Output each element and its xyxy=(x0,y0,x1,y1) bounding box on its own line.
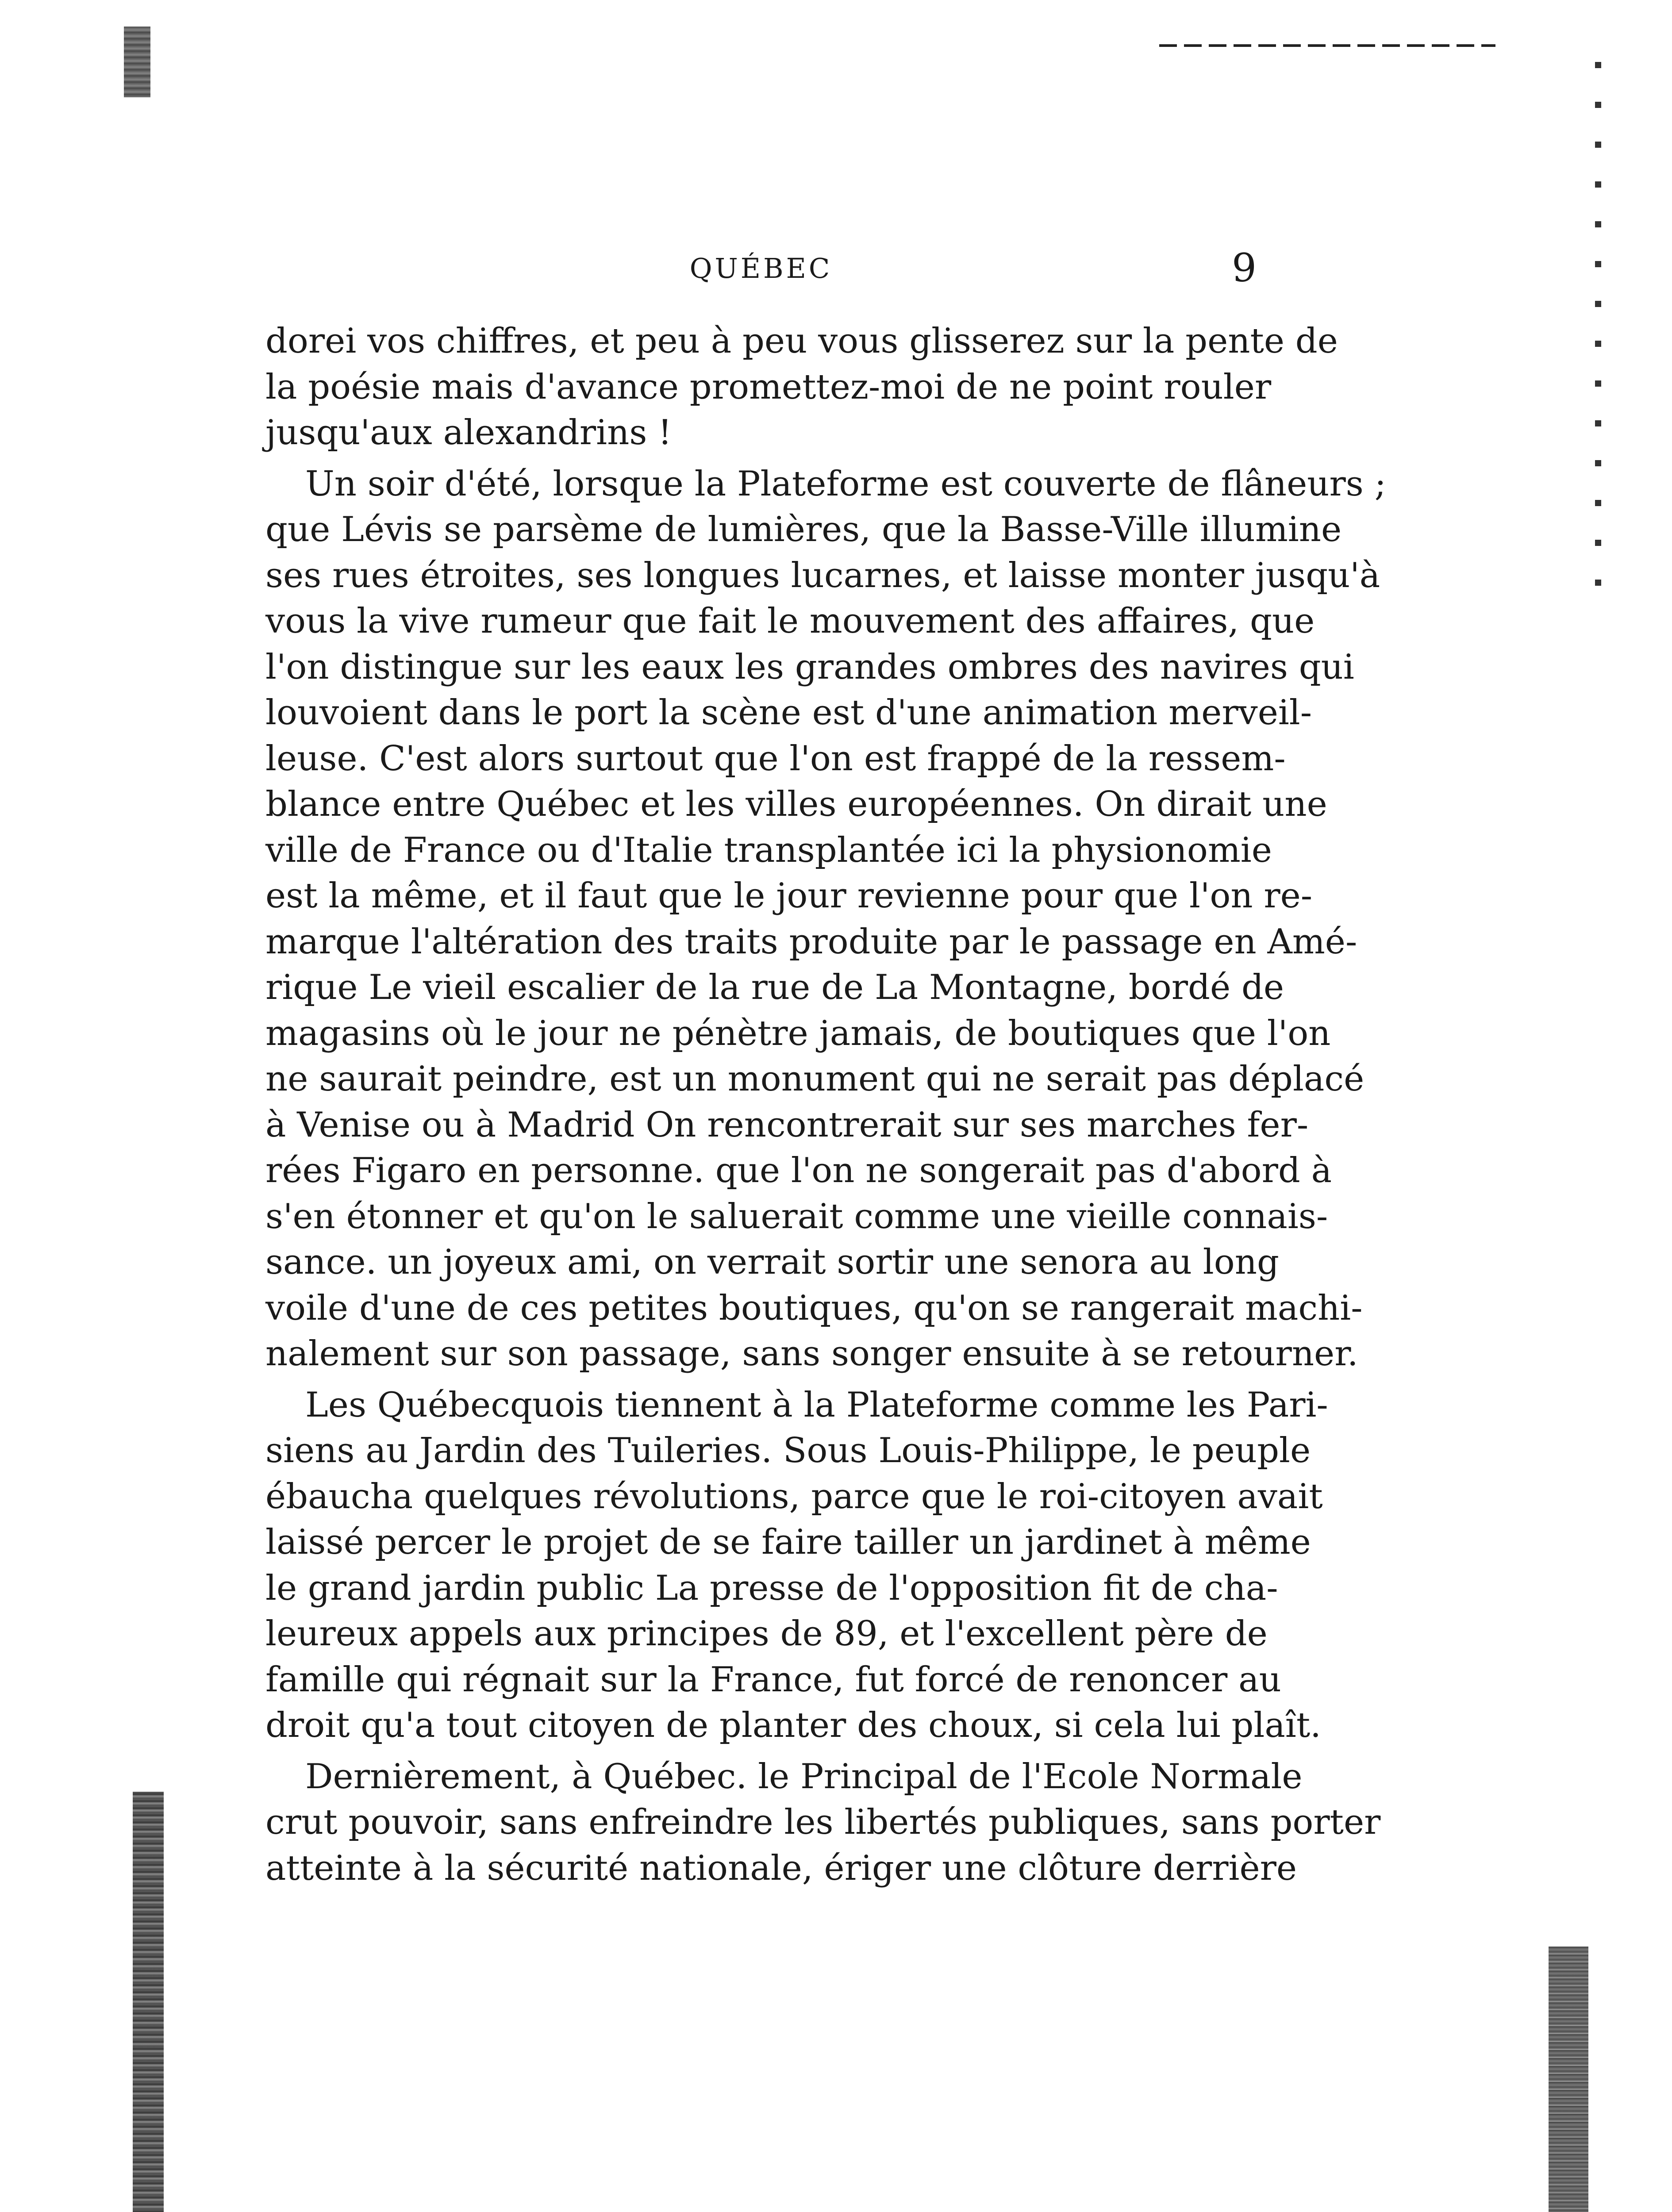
text-line: blance entre Québec et les villes européennes. On dirait une xyxy=(265,784,1327,824)
text-line: jusqu'aux alexandrins ! xyxy=(265,413,672,453)
text-line: ville de France ou d'Italie transplantée ici la physionomie xyxy=(265,830,1272,870)
text-line: atteinte à la sécurité nationale, ériger une clôture derrière xyxy=(265,1848,1297,1888)
text-line: nalement sur son passage, sans songer ensuite à se retourner. xyxy=(265,1334,1358,1374)
text-line: rique Le vieil escalier de la rue de La Montagne, bordé de xyxy=(265,968,1284,1007)
scan-artifact-top-left xyxy=(124,27,150,97)
paragraph xyxy=(265,1382,1328,1749)
text-line: leuse. C'est alors surtout que l'on est frappé de la ressem- xyxy=(265,738,1286,779)
text-line: ébaucha quelques révolutions, parce que le roi-citoyen avait xyxy=(265,1476,1323,1517)
text-line: la poésie mais d'avance promettez-moi de ne point rouler xyxy=(265,367,1272,407)
text-line: que Lévis se parsème de lumières, que la Basse-Ville illumine xyxy=(265,510,1342,549)
text-line: crut pouvoir, sans enfreindre les libertés publiques, sans porter xyxy=(265,1802,1381,1842)
text-line: s'en étonner et qu'on le saluerait comme une vieille connais- xyxy=(265,1196,1328,1237)
text-line: Un soir d'été, lorsque la Plateforme est couverte de flâneurs ; xyxy=(305,464,1386,504)
running-head xyxy=(265,245,1257,296)
text-line: dorei vos chiffres, et peu à peu vous glisserez sur la pente de xyxy=(265,321,1338,361)
scan-artifact-right-edge xyxy=(1549,1947,1588,2212)
text-line: leureux appels aux principes de 89, et l'excellent père de xyxy=(265,1614,1268,1654)
text-line: voile d'une de ces petites boutiques, qu'on se rangerait machi- xyxy=(265,1288,1363,1328)
text-line: le grand jardin public La presse de l'opposition fit de cha- xyxy=(265,1568,1278,1608)
paragraph xyxy=(265,319,1338,456)
text-line: louvoient dans le port la scène est d'une animation merveil- xyxy=(265,693,1312,733)
text-line: sance. un joyeux ami, on verrait sortir une senora au long xyxy=(265,1242,1279,1282)
text-line: Dernièrement, à Québec. le Principal de l'Ecole Normale xyxy=(305,1756,1303,1797)
body-text xyxy=(265,319,1386,1891)
text-line: ne saurait peindre, est un monument qui ne serait pas déplacé xyxy=(265,1059,1365,1099)
text-line: est la même, et il faut que le jour revienne pour que l'on re- xyxy=(265,876,1313,916)
page-number: 9 xyxy=(1232,245,1257,291)
scan-artifact-left-edge xyxy=(133,1792,164,2212)
scan-artifact-right-margin xyxy=(1595,62,1601,593)
paragraph xyxy=(265,461,1386,1377)
paragraph-gap xyxy=(265,1377,1257,1382)
paragraph-gap xyxy=(265,1749,1257,1754)
text-line: Les Québecquois tiennent à la Plateforme comme les Pari- xyxy=(305,1385,1328,1425)
text-line: vous la vive rumeur que fait le mouvement des affaires, que xyxy=(265,601,1315,641)
text-line: magasins où le jour ne pénètre jamais, de boutiques que l'on xyxy=(265,1013,1331,1053)
running-title: QUÉBEC xyxy=(689,252,833,284)
text-line: marque l'altération des traits produite par le passage en Amé- xyxy=(265,922,1357,962)
text-line: laissé percer le projet de se faire tailler un jardinet à même xyxy=(265,1522,1311,1562)
text-line: l'on distingue sur les eaux les grandes ombres des navires qui xyxy=(265,647,1354,687)
text-line: siens au Jardin des Tuileries. Sous Louis-Philippe, le peuple xyxy=(265,1431,1311,1471)
scan-artifact-top-rule xyxy=(1159,44,1495,47)
text-line: à Venise ou à Madrid On rencontrerait sur ses marches fer- xyxy=(265,1105,1309,1145)
paragraph-gap xyxy=(265,456,1257,461)
text-line: ses rues étroites, ses longues lucarnes, et laisse monter jusqu'à xyxy=(265,555,1380,595)
text-line: famille qui régnait sur la France, fut forcé de renoncer au xyxy=(265,1659,1281,1700)
text-line: rées Figaro en personne. que l'on ne songerait pas d'abord à xyxy=(265,1151,1332,1190)
text-line: droit qu'a tout citoyen de planter des choux, si cela lui plaît. xyxy=(265,1705,1321,1745)
paragraph xyxy=(265,1754,1381,1892)
